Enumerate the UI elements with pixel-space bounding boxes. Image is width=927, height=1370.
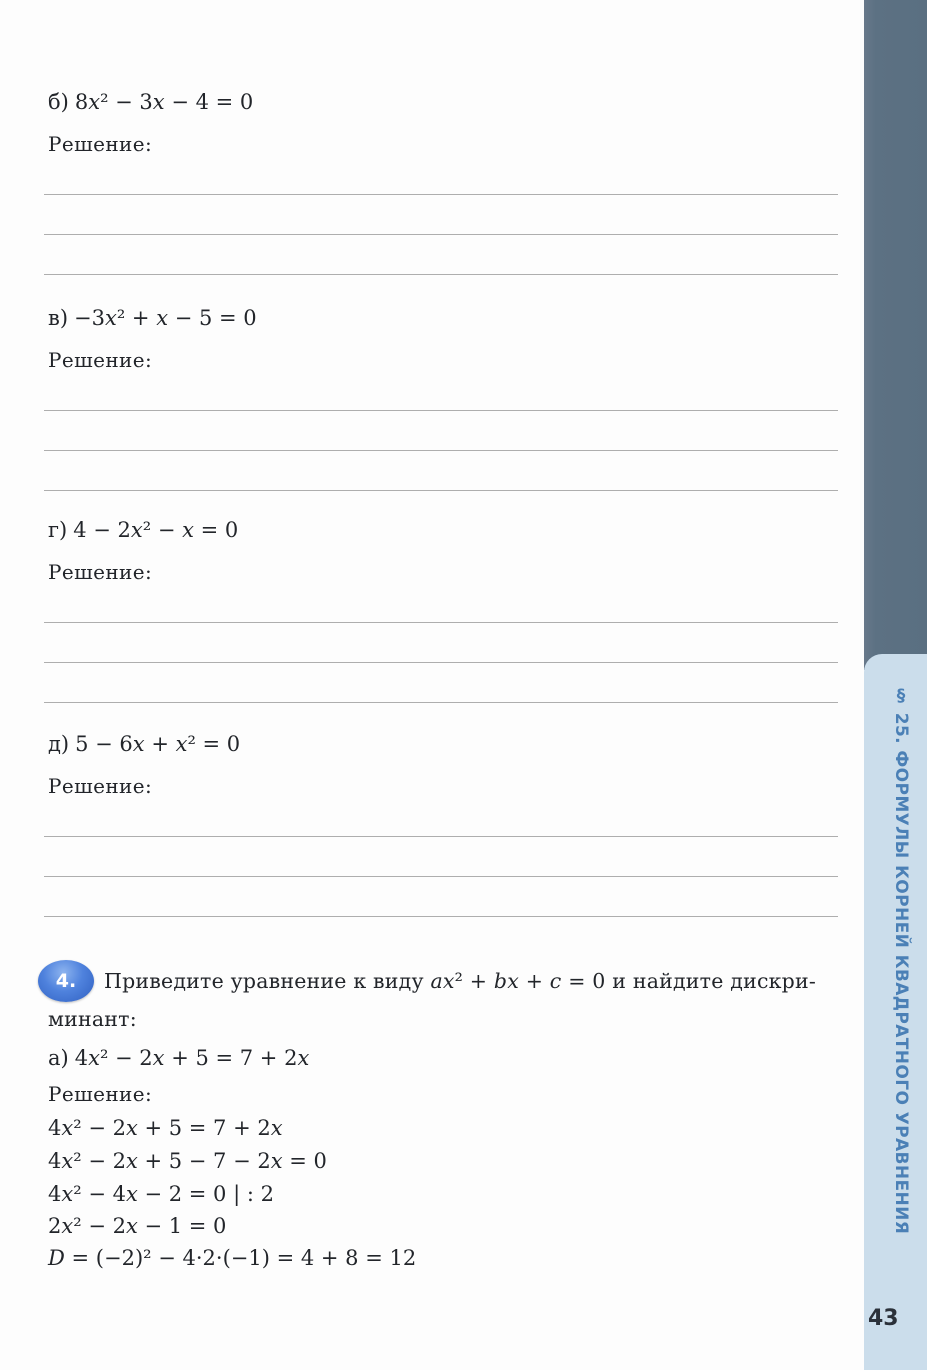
answer-line: [44, 490, 838, 491]
solution-label: Решение:: [48, 1082, 153, 1106]
exercise-heading: [48, 732, 240, 756]
answer-line: [44, 274, 838, 275]
task-prompt-line1: Приведите уравнение к виду ax² + bx + c = 0 и найдите дискри-: [104, 969, 816, 993]
item-equation: 4x² − 2x + 5 = 7 + 2x: [74, 1046, 310, 1070]
answer-line: [44, 450, 838, 451]
exercise-equation: −3x² + x − 5 = 0: [74, 306, 257, 330]
answer-line: [44, 410, 838, 411]
task-4: [38, 958, 848, 1298]
solution-label: Решение:: [48, 348, 153, 372]
solution-label: Решение:: [48, 774, 153, 798]
sidebar-dark-band: [864, 0, 927, 670]
answer-line: [44, 194, 838, 195]
answer-line: [44, 234, 838, 235]
answer-line: [44, 622, 838, 623]
answer-line: [44, 836, 838, 837]
solution-step: 4x² − 2x + 5 − 7 − 2x = 0: [48, 1149, 327, 1173]
solution-label: Решение:: [48, 132, 153, 156]
task-number-badge: 4.: [38, 960, 94, 1002]
answer-line: [44, 702, 838, 703]
exercise-label: б): [48, 90, 69, 114]
exercise-label: г): [48, 518, 68, 542]
exercise-heading: [48, 306, 257, 330]
solution-step: D = (−2)² − 4·2·(−1) = 4 + 8 = 12: [48, 1246, 417, 1270]
exercise-heading: [48, 90, 253, 114]
page-number: 43: [868, 1306, 899, 1331]
task-prompt-line2: минант:: [48, 1007, 137, 1031]
exercise-label: д): [48, 732, 70, 756]
answer-line: [44, 662, 838, 663]
answer-line: [44, 916, 838, 917]
solution-label: Решение:: [48, 560, 153, 584]
exercise-equation: 8x² − 3x − 4 = 0: [74, 90, 254, 114]
answer-line: [44, 876, 838, 877]
exercise-equation: 5 − 6x + x² = 0: [75, 732, 241, 756]
chapter-title-vertical: § 25. ФОРМУЛЫ КОРНЕЙ КВАДРАТНОГО УРАВНЕНИЯ: [891, 686, 911, 1235]
exercise-label: в): [48, 306, 69, 330]
item-label: а): [48, 1046, 69, 1070]
exercise-heading: [48, 518, 238, 542]
exercise-equation: 4 − 2x² − x = 0: [73, 518, 239, 542]
solution-step: 4x² − 4x − 2 = 0 | : 2: [48, 1182, 274, 1206]
solution-step: 4x² − 2x + 5 = 7 + 2x: [48, 1116, 283, 1140]
solution-step: 2x² − 2x − 1 = 0: [48, 1214, 227, 1238]
task-item-heading: [48, 1046, 309, 1070]
